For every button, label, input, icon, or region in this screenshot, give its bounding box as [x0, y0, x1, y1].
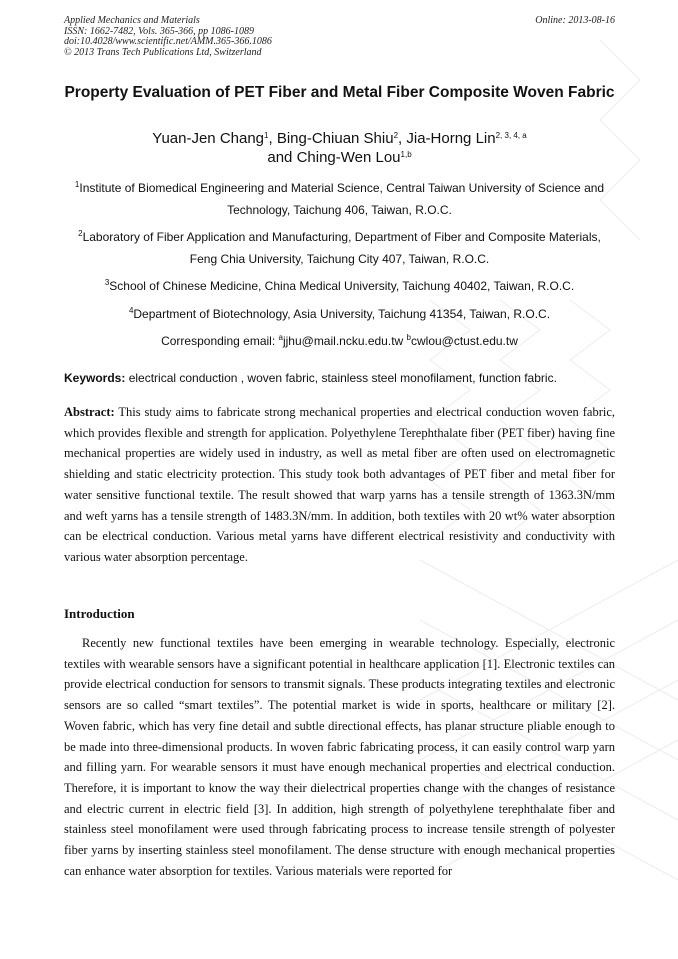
- affiliation-item: [64, 227, 615, 270]
- email-address-a[interactable]: jjhu@mail.ncku.edu.tw: [282, 334, 407, 348]
- online-date: Online: 2013-08-16: [535, 15, 615, 26]
- affiliation-item: [64, 178, 615, 221]
- doi-line: doi:10.4028/www.scientific.net/AMM.365-366.1086: [64, 36, 272, 48]
- author-name: Jia-Horng Lin: [406, 130, 496, 147]
- abstract-text: This study aims to fabricate strong mechanical properties and electrical conduction woven fabric, which provides flexible and strength for application. Polyethylene Terephthalate fiber (PET fiber) having fine mechanical properties are widely used in industry, as well as metal fiber are often used on electromagnetic shielding and static electricity protection. This study took both advantages of PET fiber and metal fiber for water sensitive functional textile. The result showed that warp yarns has a tensile strength of 1363.3N/mm and weft yarns has a tensile strength of 1483.3N/mm. In addition, both textiles with 20 wt% water absorption can be electrical conduction. Various metal yarns have different electrical resistivity and conductivity with various water absorption percentage.: [64, 405, 615, 564]
- affiliation-list: [64, 178, 615, 359]
- author-name: Ching-Wen Lou: [296, 148, 401, 166]
- email-label: Corresponding email:: [161, 334, 279, 348]
- author-affiliation-mark: 1: [264, 131, 269, 140]
- author-affiliation-mark: 2, 3, 4, a: [495, 131, 527, 140]
- author-separator: and: [267, 148, 297, 166]
- affiliation-number: 4: [128, 305, 134, 315]
- corresponding-email: [64, 331, 615, 353]
- issn-line: ISSN: 1662-7482, Vols. 365-366, pp 1086-1089: [64, 25, 254, 37]
- publication-header: [64, 16, 615, 58]
- author-separator: ,: [268, 130, 277, 147]
- author-affiliation-mark: 2: [393, 131, 399, 140]
- author-list: [64, 130, 615, 167]
- email-mark: b: [406, 333, 411, 342]
- affiliation-item: [64, 276, 615, 298]
- affiliation-text: Department of Biotechnology, Asia University, Taichung 41354, Taiwan, R.O.C.: [133, 306, 551, 321]
- keywords: [64, 371, 615, 386]
- affiliation-text: Laboratory of Fiber Application and Manufacturing, Department of Fiber and Composite Materials, Feng Chia University, Taichung City 407, Taiwan, R.O.C.: [82, 230, 601, 266]
- affiliation-number: 1: [74, 180, 80, 189]
- introduction-paragraph: Recently new functional textiles have been emerging in wearable technology. Especially, electronic textiles with wearable sensors have a significant potential in healthcare application [1]. Electronic textiles can provide electrical conduction for sensors to transmit signals. These products integrating textiles and electronic sensors are so called “smart textiles”. The potential market is wide in sports, healthcare or military [2]. Woven fabric, which has very fine detail and subtle directional effects, has planar structure pliable enough to be made into three-dimensional products. In woven fabric fabricating process, it can easily control warp yarn and filling yarn. For wearable sensors it must have enough mechanical properties and electrical conduction. Therefore, it is important to know the way their dielectrical properties change with the changes of resistance and electric current in electric field [3]. In addition, high strength of polyethylene terephthalate fiber and stainless steel monofilament were used through fabricating process to increase tensile strength of polyester fiber yarns by inserting stainless steel monofilament. The dense structure with enough mechanical properties can enhance water absorption for textiles. Various materials were reported for: [64, 636, 615, 878]
- affiliation-number: 2: [78, 229, 83, 238]
- paper-title: Property Evaluation of PET Fiber and Metal Fiber Composite Woven Fabric: [64, 84, 615, 101]
- abstract: [64, 402, 615, 568]
- keywords-label: Keywords:: [64, 371, 126, 385]
- affiliation-text: Institute of Biomedical Engineering and Material Science, Central Taiwan University of Science and Technology, Taichung 406, Taiwan, R.O.C.: [79, 181, 605, 217]
- keywords-text: electrical conduction , woven fabric, stainless steel monofilament, function fabric.: [125, 371, 557, 385]
- affiliation-text: School of Chinese Medicine, China Medical University, Taichung 40402, Taiwan, R.O.C.: [109, 279, 575, 293]
- journal-name: Applied Mechanics and Materials: [64, 15, 200, 26]
- author-name: Bing-Chiuan Shiu: [276, 130, 394, 147]
- author-affiliation-mark: 1,b: [400, 149, 412, 159]
- abstract-label: Abstract:: [64, 405, 115, 419]
- copyright-line: © 2013 Trans Tech Publications Ltd, Switzerland: [64, 46, 262, 58]
- introduction-heading: Introduction: [64, 606, 135, 621]
- affiliation-number: 3: [104, 278, 110, 287]
- author-name: Yuan-Jen Chang: [152, 130, 265, 147]
- affiliation-item: [64, 304, 615, 326]
- email-address-b[interactable]: cwlou@ctust.edu.tw: [410, 334, 518, 348]
- email-mark: a: [278, 333, 283, 342]
- author-separator: ,: [398, 130, 407, 147]
